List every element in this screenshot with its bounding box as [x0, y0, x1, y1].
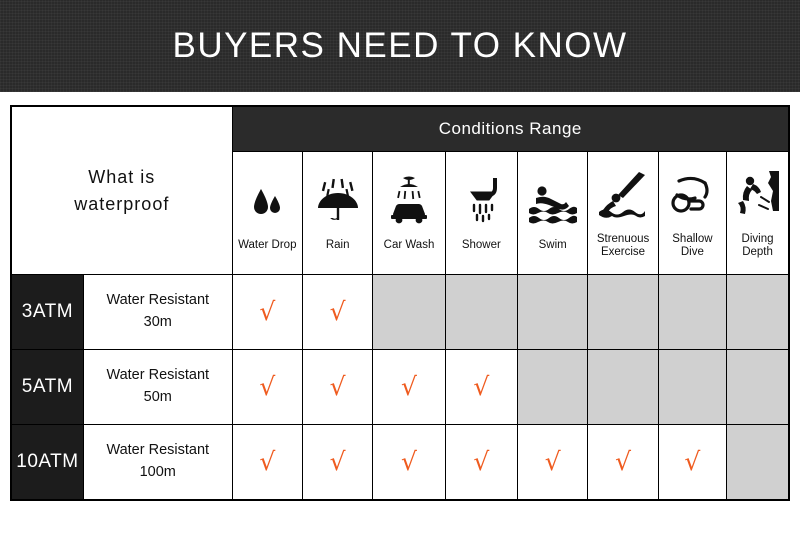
column-header-car-wash [373, 152, 445, 275]
cell-5atm-water-drop [232, 350, 302, 425]
cell-10atm-shower [445, 425, 517, 501]
check-mark: √ [401, 372, 417, 401]
cell-5atm-rain [302, 350, 372, 425]
check-mark: √ [259, 447, 276, 476]
diving-swimmer-icon [588, 159, 657, 233]
cell-3atm-water-drop [232, 275, 302, 350]
column-header-strenuous-exercise [588, 152, 658, 275]
table-row [11, 425, 789, 501]
check-mark: √ [259, 372, 276, 401]
rating-badge-5atm: 5ATM [11, 350, 83, 425]
column-header-water-drop [232, 152, 302, 275]
description-line2: 50m [143, 389, 172, 405]
check-mark: √ [684, 447, 701, 476]
rating-description-3atm [83, 275, 232, 350]
cell-10atm-diving-depth [727, 425, 789, 501]
cell-5atm-swim [518, 350, 588, 425]
rating-description-5atm [83, 350, 232, 425]
scuba-tank-icon [659, 159, 726, 233]
waterproof-matrix-table [10, 105, 790, 501]
cell-10atm-rain [302, 425, 372, 501]
cell-5atm-shower [445, 350, 517, 425]
cell-5atm-diving-depth [727, 350, 789, 425]
cell-3atm-swim [518, 275, 588, 350]
header-banner [0, 0, 800, 92]
corner-label-line2: waterproof [74, 193, 170, 214]
check-mark: √ [473, 372, 490, 401]
cell-3atm-shallow-dive [658, 275, 726, 350]
column-label: Shower [461, 239, 501, 252]
column-label [727, 233, 788, 267]
column-header-shower [445, 152, 517, 275]
description-line1: Water Resistant [106, 442, 210, 459]
cliff-diver-icon [727, 159, 788, 233]
column-header-rain [302, 152, 372, 275]
rating-description-10atm [83, 425, 232, 501]
page-title: BUYERS NEED TO KNOW [172, 26, 628, 65]
column-label: Car Wash [383, 239, 435, 252]
check-mark: √ [259, 297, 276, 326]
column-label-line2: Dive [680, 246, 704, 258]
description-line1: Water Resistant [106, 292, 210, 309]
cell-3atm-strenuous-exercise [588, 275, 658, 350]
cell-5atm-shallow-dive [658, 350, 726, 425]
column-label: Water Drop [238, 239, 297, 252]
description-line1: Water Resistant [106, 367, 210, 384]
corner-label-line1: What is [88, 166, 156, 187]
cell-3atm-car-wash [373, 275, 445, 350]
column-label [588, 233, 657, 267]
column-label [659, 233, 726, 267]
column-label: Rain [325, 239, 350, 252]
table-row [11, 350, 789, 425]
column-label-line2: Depth [742, 246, 773, 258]
column-label-line2: Exercise [600, 246, 646, 258]
column-header-diving-depth [727, 152, 789, 275]
column-label-line1: Shallow [672, 232, 713, 245]
check-mark: √ [544, 447, 561, 476]
shower-icon [446, 165, 517, 239]
table-row [11, 275, 789, 350]
table-container [0, 92, 800, 511]
check-mark: √ [329, 297, 346, 326]
check-mark: √ [615, 447, 632, 476]
table-header-row-1 [11, 106, 789, 152]
column-header-swim [518, 152, 588, 275]
cell-5atm-car-wash [373, 350, 445, 425]
description-line2: 30m [143, 314, 172, 330]
column-label-line1: Diving [741, 232, 774, 245]
swimmer-icon [518, 165, 587, 239]
cell-5atm-strenuous-exercise [588, 350, 658, 425]
corner-what-is-waterproof [11, 106, 232, 275]
check-mark: √ [329, 447, 346, 476]
cell-3atm-diving-depth [727, 275, 789, 350]
cell-10atm-car-wash [373, 425, 445, 501]
rating-badge-3atm: 3ATM [11, 275, 83, 350]
water-drop-icon [233, 165, 302, 239]
check-mark: √ [329, 372, 346, 401]
car-wash-icon [373, 165, 444, 239]
umbrella-rain-icon [303, 165, 372, 239]
description-line2: 100m [139, 464, 176, 480]
column-label: Swim [538, 239, 567, 252]
rating-badge-10atm: 10ATM [11, 425, 83, 501]
column-label-line1: Strenuous [596, 232, 650, 245]
cell-10atm-swim [518, 425, 588, 501]
column-header-shallow-dive [658, 152, 726, 275]
cell-10atm-shallow-dive [658, 425, 726, 501]
cell-10atm-water-drop [232, 425, 302, 501]
check-mark: √ [473, 447, 490, 476]
check-mark: √ [401, 447, 417, 476]
cell-10atm-strenuous-exercise [588, 425, 658, 501]
cell-3atm-rain [302, 275, 372, 350]
conditions-range-header: Conditions Range [232, 106, 789, 152]
cell-3atm-shower [445, 275, 517, 350]
